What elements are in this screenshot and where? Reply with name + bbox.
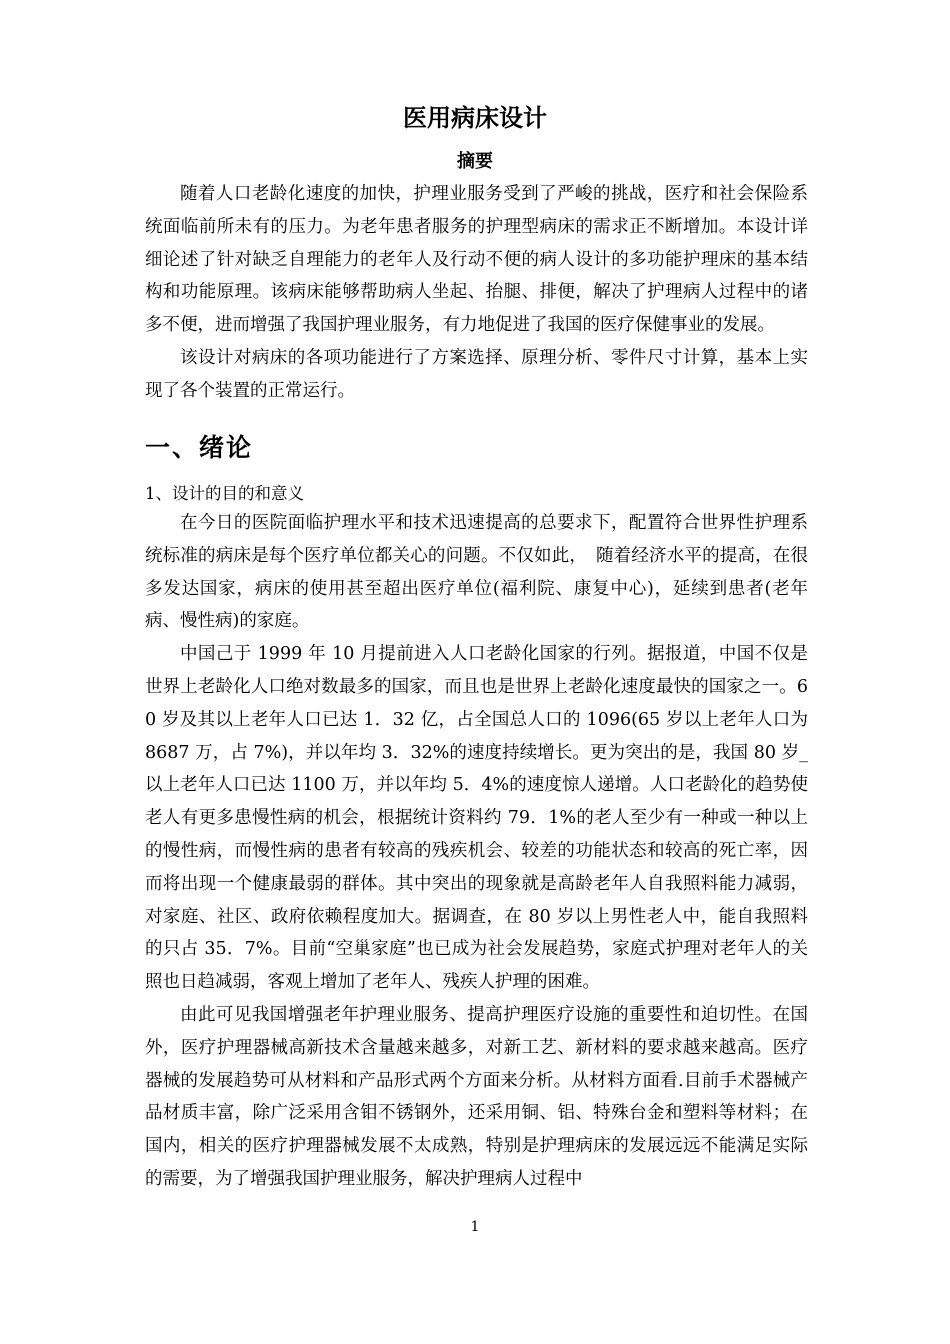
abstract-paragraph-1: 随着人口老龄化速度的加快，护理业服务受到了严峻的挑战，医疗和社会保险系统面临前所未有的压力。为老年患者服务的护理型病床的需求正不断增加。本设计详细论述了针对缺乏自理能力的老年人及行动不便的病人设计的多功能护理床的基本结构和功能原理。该病床能够帮助病人坐起、抬腿、排便，解决了护理病人过程中的诸多不便，进而增强了我国护理业服务，有力地促进了我国的医疗保健事业的发展。 xyxy=(145,184,808,336)
abstract-paragraph-2: 该设计对病床的各项功能进行了方案选择、原理分析、零件尺寸计算，基本上实现了各个装置的正常运行。 xyxy=(145,347,808,401)
body-paragraph-3: 由此可见我国增强老年护理业服务、提高护理医疗设施的重要性和迫切性。在国外，医疗护理器械高新技术含量越来越多，对新工艺、新材料的要求越来越高。医疗器械的发展趋势可从材料和产品形式两个方面来分析。从材料方面看.目前手术器械产品材质丰富，除广泛采用含钼不锈钢外，还采用铜、铝、特殊台金和塑料等材料；在国内，相关的医疗护理器械发展不太成熟，特别是护理病床的发展远远不能满足实际的需要，为了增强我国护理业服务，解决护理病人过程中 xyxy=(145,1004,808,1189)
subsection-heading-purpose: 1、设计的目的和意义 xyxy=(145,484,304,503)
section-body xyxy=(145,507,808,1196)
body-paragraph-1: 在今日的医院面临护理水平和技术迅速提高的总要求下，配置符合世界性护理系统标准的病床是每个医疗单位都关心的问题。不仅如此， 随着经济水平的提高，在很多发达国家，病床的使用甚至超出医疗单位(福利院、康复中心)，延续到患者(老年病、慢性病)的家庭。 xyxy=(145,513,808,632)
abstract-body xyxy=(145,178,808,408)
section-heading-introduction: 一、绪论 xyxy=(145,433,254,462)
document-title: 医用病床设计 xyxy=(403,104,547,132)
page-number: 1 xyxy=(470,1219,480,1235)
body-paragraph-2: 中国己于 1999 年 10 月提前进入人口老龄化国家的行列。据报道，中国不仅是世界上老龄化人口绝对数最多的国家，而且也是世界上老龄化速度最快的国家之一。60 岁及其以上老年人口已达 1．32 亿，占全国总人口的 1096(65 岁以上老年人口为 8687 万，占 7%)，并以年均 3．32%的速度持续增长。更为突出的是，我国 80 岁_以上老年人口已达 1100 万，并以年均 5．4%的速度惊人递增。人口老龄化的趋势使老人有更多患慢性病的机会，根据统计资料约 79．1%的老人至少有一种或一种以上的慢性病，而慢性病的患者有较高的残疾机会、较差的功能状态和较高的死亡率，因而将出现一个健康最弱的群体。其中突出的现象就是高龄老年人自我照料能力减弱，对家庭、社区、政府依赖程度加大。据调查，在 80 岁以上男性老人中，能自我照料的只占 35．7%。目前“空巢家庭”也已成为社会发展趋势，家庭式护理对老年人的关照也日趋减弱，客观上增加了老年人、残疾人护理的困难。 xyxy=(145,644,808,993)
abstract-heading: 摘要 xyxy=(457,151,493,172)
